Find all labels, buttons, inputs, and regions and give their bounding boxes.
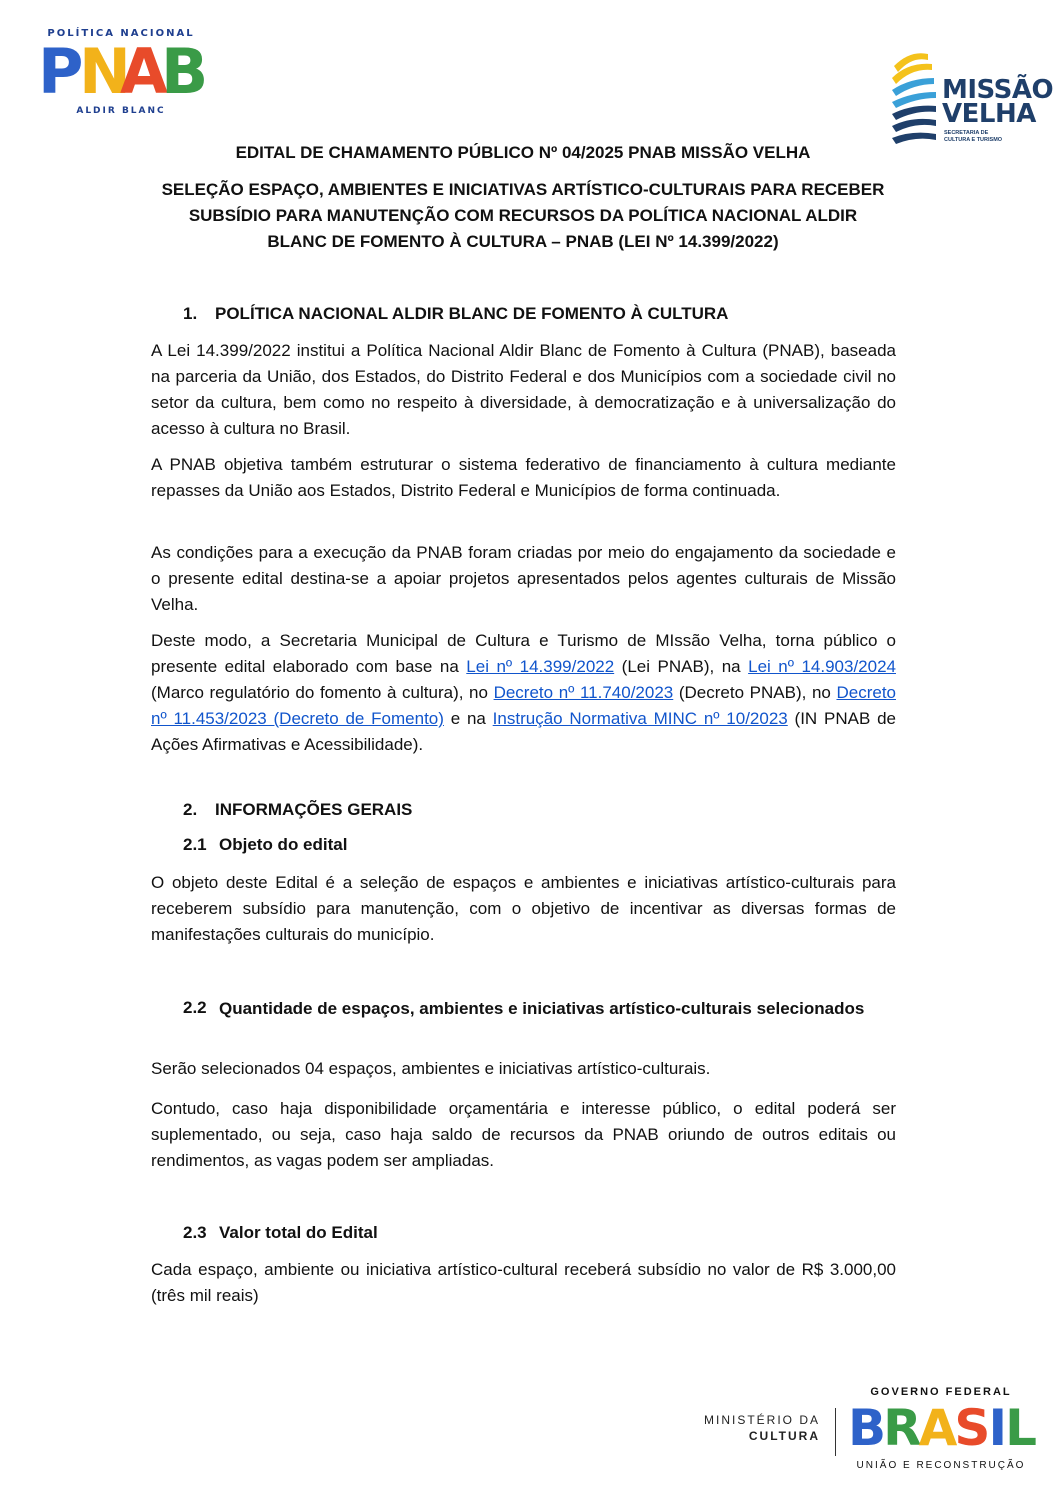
section1-heading: POLÍTICA NACIONAL ALDIR BLANC DE FOMENTO À CULTURA	[215, 304, 729, 323]
link-decreto-11740[interactable]: Decreto nº 11.740/2023	[493, 683, 674, 702]
brasil-wordmark	[848, 1399, 1034, 1457]
p4-text-2: (Lei PNAB), na	[614, 657, 749, 676]
missao-velha-subtitle	[944, 130, 1039, 144]
section23-heading: Valor total do Edital	[219, 1223, 378, 1242]
section21-heading: Objeto do edital	[219, 835, 348, 854]
brasil-letter-r: R	[883, 1399, 919, 1457]
section1-paragraph4	[151, 628, 896, 758]
governo-federal-top-text: GOVERNO FEDERAL	[870, 1386, 1012, 1398]
section22-paragraph2-text: Contudo, caso haja disponibilidade orçamentária e interesse público, o edital poderá ser suplementado, ou seja, caso haja saldo de recursos da PNAB oriundo de outros editais ou rendimentos, as vagas podem ser ampliadas.	[151, 1099, 896, 1170]
section2-number: 2.	[183, 800, 198, 819]
missao-velha-name-line2: VELHA	[942, 99, 1036, 129]
missao-velha-waves-icon	[888, 44, 940, 148]
p4-text-1: Deste modo, a Secretaria Municipal de Cultura e Turismo de MIssão Velha, torna público o presente edital elaborado com base na	[151, 631, 896, 676]
footer-divider	[835, 1408, 836, 1456]
pnab-letter-a: A	[120, 35, 166, 108]
ministerio-da-cultura-logo	[690, 1412, 820, 1444]
section22-paragraph1-text: Serão selecionados 04 espaços, ambientes e iniciativas artístico-culturais.	[151, 1059, 711, 1078]
missao-velha-name	[942, 75, 1054, 129]
section1-paragraph2	[151, 452, 896, 504]
document-title: EDITAL DE CHAMAMENTO PÚBLICO Nº 04/2025 PNAB MISSÃO VELHA	[235, 143, 811, 162]
section1-paragraph2-text: A PNAB objetiva também estruturar o sistema federativo de financiamento à cultura mediante repasses da União aos Estados, Distrito Federal e Municípios de forma continuada.	[151, 455, 896, 500]
missao-velha-name-line1: MISSÃO	[942, 75, 1054, 105]
section23-paragraph	[151, 1257, 896, 1309]
governo-federal-bottom-text: UNIÃO E RECONSTRUÇÃO	[856, 1460, 1026, 1471]
link-lei-14903[interactable]: Lei nº 14.903/2024	[748, 657, 896, 676]
document-subtitle-line2: SUBSÍDIO PARA MANUTENÇÃO COM RECURSOS DA POLÍTICA NACIONAL ALDIR	[188, 206, 858, 225]
brasil-letter-i: I	[988, 1399, 1005, 1457]
missao-velha-subtitle-line1: SECRETARIA DE	[944, 130, 989, 136]
link-decreto-11453[interactable]: Decreto nº 11.453/2023 (Decreto de Fomento)	[151, 683, 896, 728]
link-lei-14399[interactable]: Lei nº 14.399/2022	[466, 657, 615, 676]
brasil-letter-s: S	[954, 1399, 988, 1457]
document-subtitle-line3: BLANC DE FOMENTO À CULTURA – PNAB (LEI Nº 14.399/2022)	[267, 232, 779, 251]
section2-heading: INFORMAÇÕES GERAIS	[215, 800, 413, 819]
brasil-letter-b: B	[848, 1399, 884, 1457]
brasil-letter-l: L	[1005, 1399, 1034, 1457]
section21-paragraph	[151, 870, 896, 948]
pnab-letter-n: N	[79, 35, 129, 108]
section1-paragraph4-text	[151, 628, 896, 758]
p4-text-3: (Marco regulatório do fomento à cultura), no	[151, 683, 494, 702]
section1-number: 1.	[183, 304, 198, 323]
ministerio-line1: MINISTÉRIO DA	[703, 1413, 820, 1427]
section1-paragraph3	[151, 540, 896, 618]
pnab-logo-top-text: POLÍTICA NACIONAL	[47, 28, 195, 39]
section1-paragraph1	[151, 338, 896, 442]
p4-text-5: e na	[443, 709, 493, 728]
section23-number: 2.3	[183, 1223, 207, 1242]
brasil-letter-a: A	[918, 1399, 955, 1457]
link-instrucao-normativa[interactable]: Instrução Normativa MINC nº 10/2023	[492, 709, 788, 728]
document-subtitle-line1: SELEÇÃO ESPAÇO, AMBIENTES E INICIATIVAS ARTÍSTICO-CULTURAIS PARA RECEBER	[161, 180, 885, 199]
section21-paragraph-text: O objeto deste Edital é a seleção de espaços e ambientes e iniciativas artístico-culturais para receberem subsídio para manutenção, com o objetivo de incentivar as diversas formas de manifestações culturais do município.	[151, 873, 896, 944]
ministerio-line2: CULTURA	[748, 1429, 820, 1443]
pnab-letter-b: B	[161, 35, 207, 108]
section22-paragraph1	[151, 1056, 896, 1082]
section22-heading: Quantidade de espaços, ambientes e iniciativas artístico-culturais selecionados	[219, 999, 865, 1018]
pnab-logo-bottom-text: ALDIR BLANC	[76, 106, 166, 116]
pnab-logo	[36, 28, 206, 118]
pnab-logo-letters	[38, 35, 207, 108]
missao-velha-subtitle-line2: CULTURA E TURISMO	[944, 137, 1003, 143]
pnab-letter-p: P	[38, 35, 82, 108]
section1-paragraph3-text: As condições para a execução da PNAB foram criadas por meio do engajamento da sociedade e o presente edital destina-se a apoiar projetos apresentados pelos agentes culturais de Missão Velha.	[151, 543, 896, 614]
p4-text-6: (IN PNAB de Ações Afirmativas e Acessibilidade).	[151, 709, 896, 754]
section22-paragraph2	[151, 1096, 896, 1174]
missao-velha-logo	[888, 44, 1054, 154]
section23-paragraph-text: Cada espaço, ambiente ou iniciativa artístico-cultural receberá subsídio no valor de R$ 3.000,00 (três mil reais)	[151, 1260, 896, 1305]
section21-number: 2.1	[183, 835, 207, 854]
section22-number: 2.2	[183, 998, 207, 1017]
section1-paragraph1-text: A Lei 14.399/2022 institui a Política Nacional Aldir Blanc de Fomento à Cultura (PNAB), baseada na parceria da União, dos Estados, do Distrito Federal e dos Municípios com a sociedade civil no setor da cultura, bem como no respeito à diversidade, à democratização e à universalização do acesso à cultura no Brasil.	[151, 341, 896, 438]
p4-text-4: (Decreto PNAB), no	[673, 683, 837, 702]
governo-federal-logo	[846, 1386, 1036, 1476]
